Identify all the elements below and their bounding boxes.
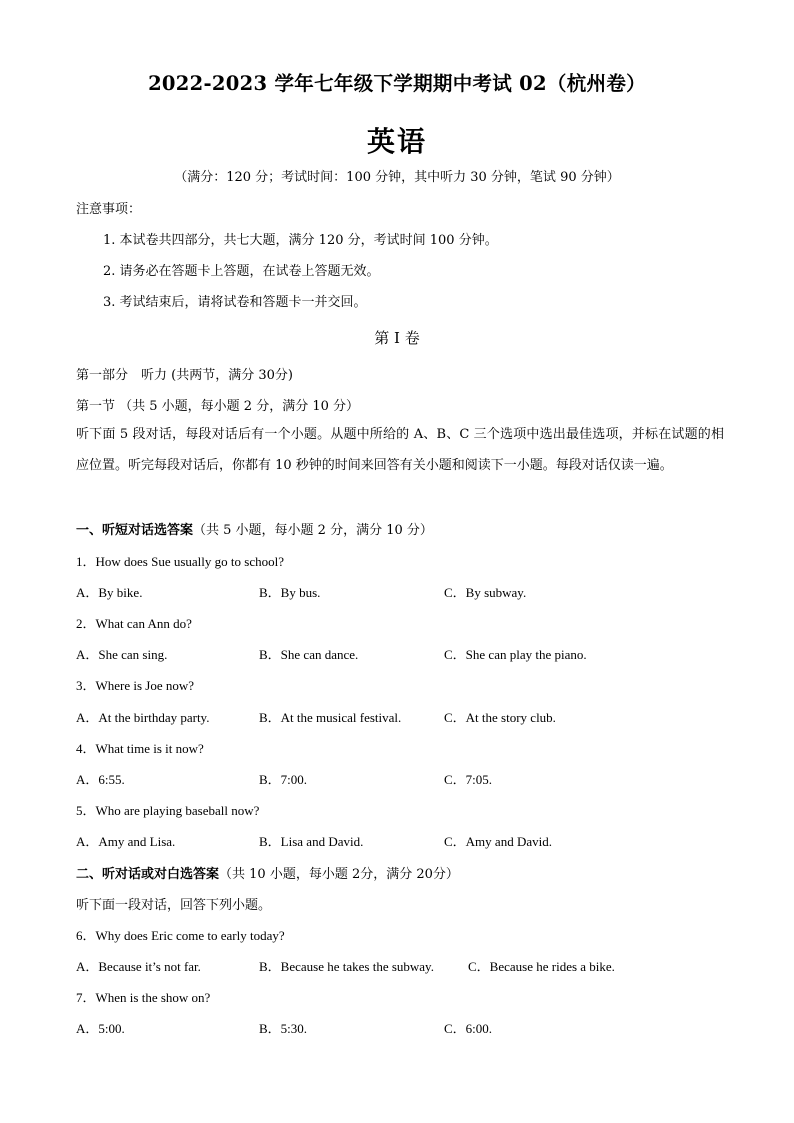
section-b-note: （共 10 小题，每小题 2分，满分 20分） [219,867,459,882]
question-text: 3．Where is Joe now? [76,678,195,693]
section-b-title: 二、听对话或对白选答案 [76,867,220,882]
question-text: 7．When is the show on? [76,990,211,1005]
option-a: A．Amy and Lisa. [76,834,176,849]
option-c: C．By subway. [444,585,527,600]
exam-meta: （满分：120 分；考试时间：100 分钟，其中听力 30 分钟，笔试 90 分钟） [174,170,620,185]
section-a-note: （共 5 小题，每小题 2 分，满分 10 分） [193,523,433,538]
question-text: 2．What can Ann do? [76,616,192,631]
dialogue-instruction: 听下面一段对话，回答下列小题。 [76,898,272,913]
question-text: 4．What time is it now? [76,741,204,756]
option-b: B．She can dance. [259,647,359,662]
listening-instruction: 听下面 5 段对话，每段对话后有一个小题。从题中所给的 A、B、C 三个选项中选出最佳选项，并标在试题的相应位置。听完每段对话后，你都有 10 秒钟的时间来回答有关小题和阅读下一小题。每段对话仅读一遍。 [76,427,724,473]
subject-title: 英语 [366,125,427,158]
note-item: 2. 请务必在答题卡上答题，在试卷上答题无效。 [103,264,380,279]
option-a: A．She can sing. [76,647,168,662]
section-b-heading [76,863,459,882]
section-a-heading [76,519,433,538]
volume-title: 第 I 卷 [374,329,420,347]
exam-title: 2022-2023 学年七年级下学期期中考试 02（杭州卷） [148,72,646,95]
option-b: B．At the musical festival. [259,710,402,725]
section-heading: 第一节 （共 5 小题，每小题 2 分，满分 10 分） [76,399,360,414]
option-b: B．7:00. [259,772,308,787]
option-a: A．5:00. [76,1021,125,1036]
note-item: 3. 考试结束后，请将试卷和答题卡一并交回。 [103,295,367,310]
notes-heading: 注意事项： [76,202,142,217]
option-c: C．At the story club. [444,710,556,725]
option-c: C．Because he rides a bike. [468,959,615,974]
note-item: 1. 本试卷共四部分，共七大题，满分 120 分，考试时间 100 分钟。 [103,233,498,248]
part-heading: 第一部分 听力 (共两节，满分 30分) [76,368,293,383]
option-b: B．By bus. [259,585,321,600]
option-a: A．By bike. [76,585,143,600]
question-text: 1．How does Sue usually go to school? [76,554,284,569]
option-a: A．At the birthday party. [76,710,210,725]
section-a-title: 一、听短对话选答案 [76,523,194,538]
option-c: C．7:05. [444,772,493,787]
option-b: B．5:30. [259,1021,308,1036]
option-a: A．Because it’s not far. [76,959,201,974]
option-c: C．6:00. [444,1021,493,1036]
option-a: A．6:55. [76,772,125,787]
option-c: C．She can play the piano. [444,647,587,662]
option-b: B．Because he takes the subway. [259,959,434,974]
option-b: B．Lisa and David. [259,834,364,849]
option-c: C．Amy and David. [444,834,552,849]
question-text: 6．Why does Eric come to early today? [76,928,285,943]
question-text: 5．Who are playing baseball now? [76,803,260,818]
